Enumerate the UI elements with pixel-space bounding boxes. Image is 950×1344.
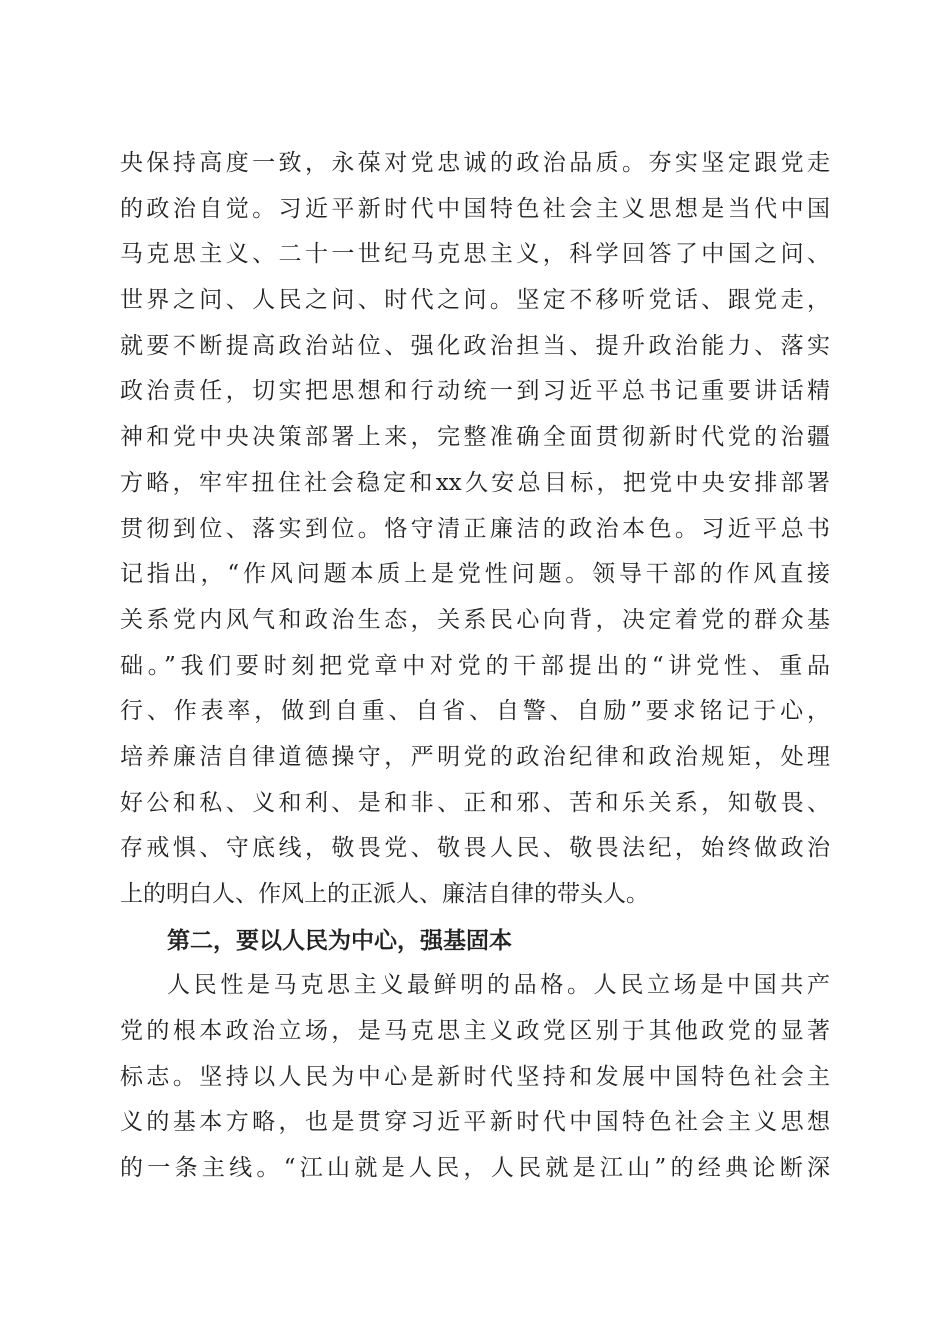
text-line: 的政治自觉。习近平新时代中国特色社会主义思想是当代中国: [120, 195, 830, 222]
text-line: 好公和私、义和利、是和非、正和邪、苦和乐关系，知敬畏、: [120, 789, 830, 816]
text-line: 贯彻到位、落实到位。恪守清正廉洁的政治本色。习近平总书: [120, 515, 830, 542]
document-body: [120, 141, 830, 1192]
text-line: 的一条主线。“江山就是人民，人民就是江山”的经典论断深: [120, 1155, 830, 1182]
text-line: 央保持高度一致，永葆对党忠诚的政治品质。夯实坚定跟党走: [120, 150, 830, 176]
text-line: 培养廉洁自律道德操守，严明党的政治纪律和政治规矩，处理: [120, 743, 830, 770]
text-line: 党的根本政治立场，是马克思主义政党区别于其他政党的显著: [120, 1018, 830, 1045]
text-line: 记指出，“作风问题本质上是党性问题。领导干部的作风直接: [120, 561, 830, 588]
text-line: 就要不断提高政治站位、强化政治担当、提升政治能力、落实: [120, 332, 830, 359]
text-line: 义的基本方略，也是贯穿习近平新时代中国特色社会主义思想: [120, 1109, 830, 1136]
text-line: 行、作表率，做到自重、自省、自警、自励”要求铭记于心，: [120, 698, 830, 725]
paragraph-end-line: 上的明白人、作风上的正派人、廉洁自律的带头人。: [120, 881, 649, 907]
section-heading: 第二，要以人民为中心，强基固本: [167, 926, 512, 954]
text-line: 神和党中央决策部署上来，完整准确全面贯彻新时代党的治疆: [120, 424, 830, 451]
text-line: 世界之问、人民之问、时代之问。坚定不移听党话、跟党走，: [120, 287, 830, 314]
text-line: 方略，牢牢扭住社会稳定和xx久安总目标，把党中央安排部署: [120, 469, 830, 496]
text-line: 马克思主义、二十一世纪马克思主义，科学回答了中国之问、: [120, 241, 830, 268]
text-line: 存戒惧、守底线，敬畏党、敬畏人民、敬畏法纪，始终做政治: [120, 835, 830, 862]
text-line: 关系党内风气和政治生态，关系民心向背，决定着党的群众基: [120, 606, 830, 633]
paragraph-first-line: 人民性是马克思主义最鲜明的品格。人民立场是中国共产: [167, 972, 830, 999]
text-line: 标志。坚持以人民为中心是新时代坚持和发展中国特色社会主: [120, 1063, 830, 1090]
text-line: 政治责任，切实把思想和行动统一到习近平总书记重要讲话精: [120, 378, 830, 405]
text-line: 础。”我们要时刻把党章中对党的干部提出的“讲党性、重品: [120, 652, 830, 679]
